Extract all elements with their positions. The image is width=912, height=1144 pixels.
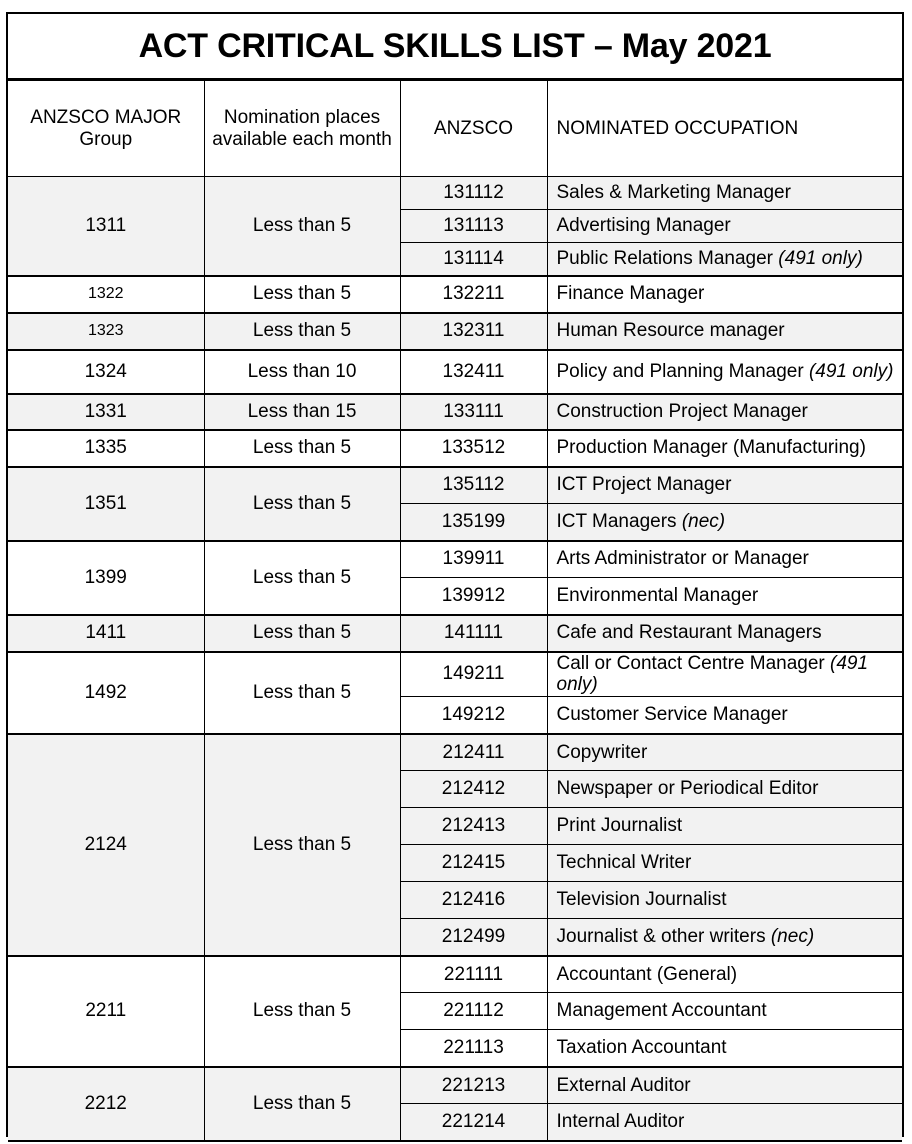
occupation-name: Journalist & other writers (556, 926, 766, 948)
occupation-name: Newspaper or Periodical Editor (556, 778, 819, 800)
occupation-cell (547, 350, 902, 394)
occupation-cell (547, 615, 902, 652)
nomination-places-cell: Less than 5 (204, 541, 400, 615)
occupation-cell (547, 541, 902, 578)
header-nominated-occupation: NOMINATED OCCUPATION (547, 81, 902, 177)
anzsco-code-cell: 132311 (400, 313, 547, 350)
nomination-places-cell: Less than 5 (204, 734, 400, 956)
occupation-cell (547, 771, 902, 808)
occupation-cell (547, 276, 902, 313)
table-row (8, 734, 902, 771)
anzsco-code-cell: 212412 (400, 771, 547, 808)
occupation-name: Taxation Accountant (556, 1037, 727, 1059)
anzsco-code-cell: 149211 (400, 652, 547, 697)
anzsco-code-cell: 149212 (400, 697, 547, 734)
table-row (8, 276, 902, 313)
table-row (8, 467, 902, 504)
occupation-name: Arts Administrator or Manager (556, 548, 809, 570)
occupation-name: Technical Writer (556, 852, 692, 874)
table-row (8, 313, 902, 350)
occupation-name: Sales & Marketing Manager (556, 182, 791, 204)
nomination-places-cell: Less than 10 (204, 350, 400, 394)
anzsco-code-cell: 221111 (400, 956, 547, 993)
document-title: ACT CRITICAL SKILLS LIST – May 2021 (8, 14, 902, 80)
major-group-cell: 1335 (8, 430, 204, 467)
occupation-name: Human Resource manager (556, 320, 785, 342)
occupation-cell (547, 697, 902, 734)
occupation-name: Accountant (General) (556, 963, 738, 985)
occupation-cell (547, 430, 902, 467)
table-row (8, 652, 902, 697)
anzsco-code-cell: 131114 (400, 243, 547, 276)
major-group-cell: 2211 (8, 956, 204, 1067)
major-group-cell: 1411 (8, 615, 204, 652)
major-group-cell: 1324 (8, 350, 204, 394)
occupation-name: Production Manager (Manufacturing) (556, 437, 866, 459)
anzsco-code-cell: 212499 (400, 919, 547, 956)
major-group-cell: 1323 (8, 313, 204, 350)
anzsco-code-cell: 132411 (400, 350, 547, 394)
nomination-places-cell: Less than 5 (204, 430, 400, 467)
occupation-name: Finance Manager (556, 283, 705, 305)
occupation-name: Cafe and Restaurant Managers (556, 622, 822, 644)
occupation-note: (491 only) (556, 652, 869, 696)
nomination-places-cell: Less than 5 (204, 615, 400, 652)
nomination-places-cell: Less than 5 (204, 1067, 400, 1141)
occupation-name: Advertising Manager (556, 215, 731, 237)
anzsco-code-cell: 132211 (400, 276, 547, 313)
anzsco-code-cell: 131113 (400, 210, 547, 243)
table-row (8, 615, 902, 652)
occupation-cell (547, 1104, 902, 1141)
occupation-note: (491 only) (778, 247, 863, 269)
skills-table (8, 80, 902, 1142)
anzsco-code-cell: 135112 (400, 467, 547, 504)
occupation-name: Television Journalist (556, 889, 727, 911)
occupation-cell (547, 882, 902, 919)
occupation-name: Internal Auditor (556, 1111, 685, 1133)
occupation-cell (547, 1030, 902, 1067)
anzsco-code-cell: 221113 (400, 1030, 547, 1067)
skills-list-document (6, 12, 904, 1137)
occupation-name: Public Relations Manager (556, 247, 774, 269)
occupation-cell (547, 919, 902, 956)
major-group-cell: 2212 (8, 1067, 204, 1141)
table-body (8, 177, 902, 1141)
occupation-cell (547, 467, 902, 504)
header-row (8, 81, 902, 177)
occupation-cell (547, 1067, 902, 1104)
anzsco-code-cell: 133512 (400, 430, 547, 467)
nomination-places-cell: Less than 5 (204, 467, 400, 541)
major-group-cell: 1492 (8, 652, 204, 734)
occupation-cell (547, 394, 902, 430)
anzsco-code-cell: 139911 (400, 541, 547, 578)
table-row (8, 177, 902, 210)
occupation-name: Call or Contact Centre Manager (556, 652, 825, 674)
major-group-cell: 1399 (8, 541, 204, 615)
header-nomination-places: Nomination places available each month (204, 81, 400, 177)
occupation-note: (491 only) (808, 360, 894, 382)
anzsco-code-cell: 135199 (400, 504, 547, 541)
occupation-cell (547, 313, 902, 350)
occupation-name: ICT Project Manager (556, 474, 732, 496)
anzsco-code-cell: 212411 (400, 734, 547, 771)
major-group-cell: 1331 (8, 394, 204, 430)
occupation-name: Copywriter (556, 741, 648, 763)
major-group-cell: 2124 (8, 734, 204, 956)
occupation-name: ICT Managers (556, 510, 677, 532)
anzsco-code-cell: 212413 (400, 808, 547, 845)
occupation-name: Customer Service Manager (556, 704, 788, 726)
header-major-group: ANZSCO MAJOR Group (8, 81, 204, 177)
occupation-cell (547, 243, 902, 276)
occupation-name: Policy and Planning Manager (556, 360, 804, 382)
anzsco-code-cell: 131112 (400, 177, 547, 210)
occupation-cell (547, 578, 902, 615)
anzsco-code-cell: 221214 (400, 1104, 547, 1141)
occupation-cell (547, 177, 902, 210)
nomination-places-cell: Less than 5 (204, 177, 400, 276)
anzsco-code-cell: 221213 (400, 1067, 547, 1104)
occupation-name: Management Accountant (556, 1000, 767, 1022)
occupation-cell (547, 652, 902, 697)
occupation-cell (547, 993, 902, 1030)
occupation-name: Print Journalist (556, 815, 683, 837)
anzsco-code-cell: 221112 (400, 993, 547, 1030)
occupation-cell (547, 504, 902, 541)
anzsco-code-cell: 212415 (400, 845, 547, 882)
nomination-places-cell: Less than 5 (204, 313, 400, 350)
occupation-name: Construction Project Manager (556, 400, 808, 422)
occupation-name: Environmental Manager (556, 584, 759, 606)
anzsco-code-cell: 139912 (400, 578, 547, 615)
table-row (8, 1067, 902, 1104)
nomination-places-cell: Less than 5 (204, 956, 400, 1067)
occupation-name: External Auditor (556, 1074, 691, 1096)
occupation-note: (nec) (681, 510, 726, 532)
table-row (8, 541, 902, 578)
table-row (8, 350, 902, 394)
occupation-note: (nec) (770, 926, 815, 948)
anzsco-code-cell: 133111 (400, 394, 547, 430)
table-row (8, 394, 902, 430)
occupation-cell (547, 956, 902, 993)
major-group-cell: 1322 (8, 276, 204, 313)
header-anzsco: ANZSCO (400, 81, 547, 177)
table-row (8, 956, 902, 993)
nomination-places-cell: Less than 5 (204, 276, 400, 313)
major-group-cell: 1351 (8, 467, 204, 541)
occupation-cell (547, 808, 902, 845)
occupation-cell (547, 845, 902, 882)
major-group-cell: 1311 (8, 177, 204, 276)
anzsco-code-cell: 141111 (400, 615, 547, 652)
occupation-cell (547, 210, 902, 243)
nomination-places-cell: Less than 5 (204, 652, 400, 734)
occupation-cell (547, 734, 902, 771)
anzsco-code-cell: 212416 (400, 882, 547, 919)
nomination-places-cell: Less than 15 (204, 394, 400, 430)
table-row (8, 430, 902, 467)
